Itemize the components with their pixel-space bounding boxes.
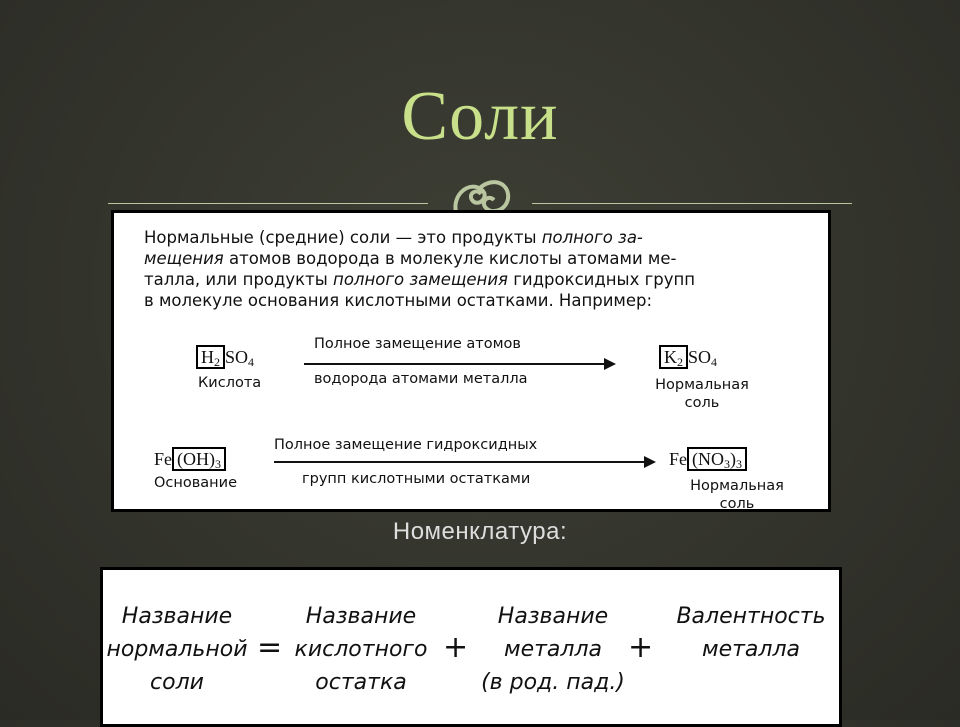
plus-sign-2: + (628, 630, 654, 665)
definition-line-3-tail: гидроксидных групп (507, 270, 696, 289)
reaction1-product-formula (659, 347, 717, 370)
definition-line-2-emphasis: мещения (144, 249, 224, 268)
reaction1-product-rest: SO (688, 347, 712, 367)
nomenclature-col1-line-3: соли (150, 670, 204, 695)
reaction1-product-boxed (659, 345, 688, 369)
reaction2-product-prefix: Fe (669, 449, 687, 469)
definition-line-3-emphasis: полного замещения (333, 270, 508, 289)
slide-title: Соли (401, 78, 559, 155)
reaction1-product-caption (632, 376, 772, 412)
reaction2-product-caption-line-1: Нормальная (690, 478, 784, 494)
nomenclature-col3-line-3: (в род. пад.) (481, 670, 625, 695)
reaction2-product-boxed (687, 447, 747, 471)
nomenclature-col2-line-1: Название (305, 604, 417, 629)
reaction2-arrow (274, 461, 654, 463)
nomenclature-col-metal-name (463, 600, 643, 699)
reaction2-product-formula (669, 449, 747, 472)
reaction1-reactant-caption: Кислота (198, 375, 262, 391)
nomenclature-col1-line-2: нормальной (106, 637, 248, 662)
equals-sign: = (257, 630, 283, 665)
reaction1-arrow-top-label: Полное замещение атомов (314, 336, 521, 352)
reaction2-arrow-bottom-label: групп кислотными остатками (302, 471, 531, 487)
definition-line-1 (144, 227, 834, 248)
title-divider-left (108, 203, 428, 204)
reaction1-arrow-bottom-label: водорода атомами металла (314, 371, 528, 387)
reaction1-arrow (304, 363, 614, 365)
definition-line-3-text: талла, или продукты (144, 270, 334, 289)
reaction1-product-boxed-subscript: 2 (677, 355, 683, 369)
reaction1-product-caption-line-2: соль (684, 395, 720, 411)
definition-line-3 (144, 269, 834, 290)
nomenclature-col4-line-2: металла (701, 637, 801, 662)
nomenclature-col2-line-3: остатка (315, 670, 407, 695)
reaction2-reactant-boxed-group: (OH) (177, 449, 215, 469)
reaction2-reactant-caption: Основание (154, 475, 237, 491)
definition-line-4: в молекуле основания кислотными остатками. Например: (144, 291, 653, 310)
reaction1-product-boxed-symbol: K (664, 347, 677, 367)
reaction1-reactant-boxed-symbol: H (201, 347, 214, 367)
plus-sign-1: + (443, 630, 469, 665)
reaction2-reactant-prefix: Fe (154, 449, 172, 469)
normal-salts-definition-card (111, 210, 831, 512)
reaction2-product-boxed-group: (NO (692, 449, 724, 469)
nomenclature-col3-line-1: Название (497, 604, 609, 629)
definition-line-2-text: атомов водорода в молекуле кислоты атомами ме- (223, 249, 677, 268)
reaction2-reactant-boxed-subscript: 3 (215, 457, 221, 471)
reaction2-product-boxed-subscript: 3 (724, 457, 730, 471)
reaction2-reactant-formula (154, 449, 226, 472)
nomenclature-label: Номенклатура: (392, 518, 568, 545)
nomenclature-col4-line-1: Валентность (676, 604, 826, 629)
reaction1-reactant-boxed (196, 345, 225, 369)
nomenclature-col-salt-name (103, 600, 251, 699)
reaction1-reactant-formula (196, 347, 254, 370)
reaction1-reactant-rest-subscript: 4 (248, 355, 255, 369)
definition-line-1-text: Нормальные (средние) соли — это продукты (144, 228, 542, 247)
reaction2-reactant-boxed (172, 447, 226, 471)
nomenclature-col-acid-residue (281, 600, 441, 699)
definition-text (144, 227, 834, 311)
reaction2-product-boxed-close: ) (730, 449, 736, 469)
nomenclature-col2-line-2: кислотного (294, 637, 428, 662)
reaction2-product-boxed-subscript-2: 3 (736, 457, 742, 471)
nomenclature-col3-line-2: металла (503, 637, 603, 662)
nomenclature-formula-card (100, 567, 842, 727)
reaction1-reactant-rest: SO (225, 347, 249, 367)
reaction1-product-rest-subscript: 4 (711, 355, 718, 369)
reaction2-product-caption-line-2: соль (719, 496, 755, 512)
nomenclature-col-metal-valence (661, 600, 841, 666)
reaction1-product-caption-line-1: Нормальная (655, 377, 749, 393)
reaction2-product-caption (662, 477, 812, 513)
definition-line-1-emphasis: полного за- (541, 228, 643, 247)
reaction2-arrow-top-label: Полное замещение гидроксидных (274, 437, 538, 453)
title-divider-right (532, 203, 852, 204)
reaction1-reactant-boxed-subscript: 2 (214, 355, 220, 369)
nomenclature-col1-line-1: Название (121, 604, 233, 629)
definition-line-2 (144, 248, 834, 269)
